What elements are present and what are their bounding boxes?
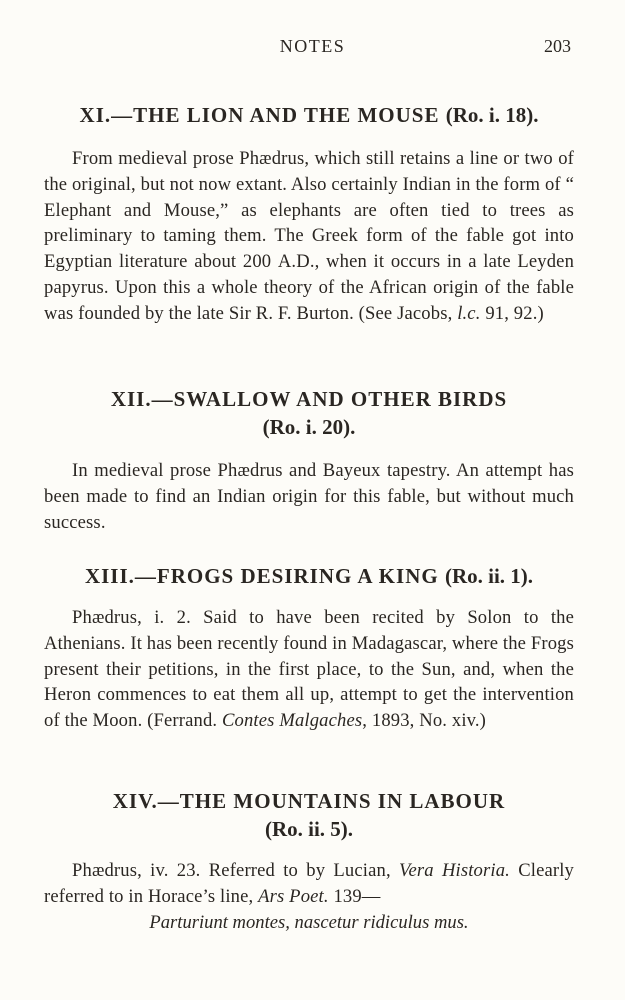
heading-ref: (Ro. ii. 1).	[444, 564, 534, 588]
work-title-2: Ars Poet.	[258, 885, 329, 907]
section-xiv	[44, 787, 574, 954]
section-heading	[44, 385, 574, 441]
section-body	[44, 858, 574, 910]
section-heading	[44, 101, 574, 129]
loc-cit: l.c.	[457, 302, 481, 324]
body-text-3: 91, 92.)	[480, 302, 544, 324]
work-title-1: Vera Historia.	[399, 860, 510, 881]
section-body: In medieval prose Phædrus and Bayeux tapestry. An attempt has been made to find an Indian origin for this fable, but without much success.	[44, 460, 574, 533]
work-title: Contes Malgaches	[221, 710, 363, 732]
body-text-1: Phædrus, iv. 23. Referred to by Lucian,	[72, 860, 399, 881]
section-body	[44, 146, 574, 327]
body-text-1: Phædrus, i. 2. Said to have been recited by Solon to the Athenians. It has been recently found in Madagascar, where the Frogs present their petitions, in the first place, to the Sun, and, when the Heron commences to eat them all up, attempt to get the intervention of the Moon. (Ferrand.	[44, 607, 574, 732]
section-heading	[44, 787, 574, 843]
section-heading	[44, 562, 574, 590]
section-xii	[44, 385, 574, 535]
section-xi	[44, 101, 574, 327]
latin-quote: Parturiunt montes, nascetur ridiculus mus.	[149, 911, 469, 933]
running-title: NOTES	[279, 36, 346, 56]
body-text-2: , 1893, No. xiv.)	[362, 710, 487, 732]
heading-ref: (Ro. ii. 5).	[264, 817, 354, 841]
section-xiii	[44, 562, 574, 734]
body-text-3: 139—	[328, 885, 381, 907]
heading-title: XIV.—THE MOUNTAINS IN LABOUR	[112, 789, 506, 813]
running-head	[0, 36, 625, 58]
heading-title: XI.—THE LION AND THE MOUSE	[79, 103, 440, 127]
body-text-2: Clearly referred to in Horace’s line,	[44, 860, 574, 907]
section-body	[44, 605, 574, 734]
heading-ref: (Ro. i. 18).	[445, 103, 539, 127]
body-text-1: From medieval prose Phædrus, which still retains a line or two of the original, but not now extant. Also certainly Indian in the form of “ Elephant and Mouse,” as elephants are often tied to trees as preliminary to taming them. The Greek form of the fable got into Egyptian literature about 200	[44, 148, 574, 273]
heading-title: XII.—SWALLOW AND OTHER BIRDS	[110, 387, 508, 411]
era-abbrev: A.D.	[277, 251, 315, 273]
page-number: 203	[544, 36, 571, 56]
heading-ref: (Ro. i. 20).	[262, 415, 356, 439]
heading-title: XIII.—FROGS DESIRING A KING	[84, 564, 439, 588]
body-text-2: , when it occurs in a late Leyden papyrus. Upon this a whole theory of the African origin of the fable was founded by the late Sir R. F. Burton. (See Jacobs,	[44, 251, 575, 324]
